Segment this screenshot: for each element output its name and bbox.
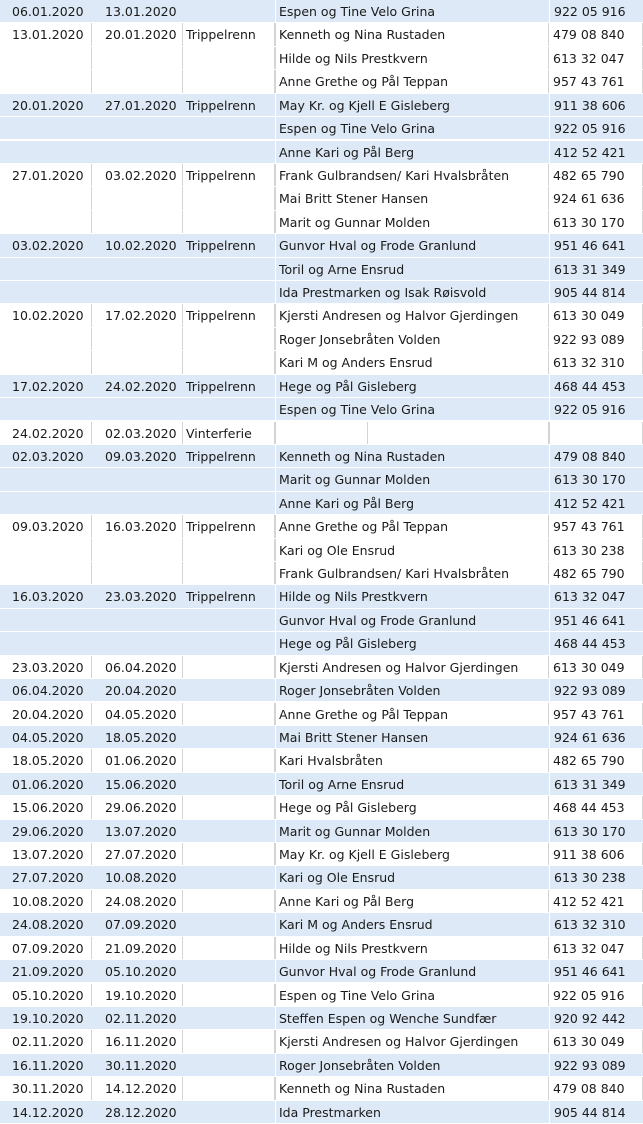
event-type-cell bbox=[183, 960, 275, 982]
start-date-cell: 16.11.2020 bbox=[12, 1057, 84, 1073]
event-type-cell bbox=[183, 984, 275, 1006]
end-date-cell bbox=[92, 70, 183, 92]
table-row bbox=[0, 1030, 643, 1053]
phone-cell: 412 52 421 bbox=[549, 890, 643, 912]
start-date-cell bbox=[0, 258, 92, 280]
phone-cell: 482 65 790 bbox=[549, 164, 643, 186]
start-date-cell: 10.02.2020 bbox=[0, 304, 92, 326]
end-date-cell: 10.08.2020 bbox=[105, 870, 177, 886]
phone-cell: 468 44 453 bbox=[549, 796, 643, 818]
end-date-cell bbox=[92, 632, 183, 654]
end-date-cell: 01.06.2020 bbox=[92, 749, 183, 771]
end-date-cell: 10.02.2020 bbox=[105, 238, 177, 254]
event-type-cell bbox=[183, 1101, 275, 1123]
phone-cell: 920 92 442 bbox=[549, 1007, 643, 1029]
phone-cell: 911 38 606 bbox=[549, 843, 643, 865]
table-row bbox=[0, 679, 643, 702]
table-row bbox=[0, 351, 643, 374]
start-date-cell: 02.11.2020 bbox=[0, 1030, 92, 1052]
name-cell: Anne Kari og Pål Berg bbox=[275, 141, 549, 163]
table-row bbox=[0, 960, 643, 983]
phone-cell: 957 43 761 bbox=[549, 515, 643, 537]
phone-cell: 613 30 170 bbox=[549, 820, 643, 842]
event-type-cell: Trippelrenn bbox=[186, 448, 256, 464]
event-type-cell bbox=[183, 656, 275, 678]
end-date-cell bbox=[92, 117, 183, 139]
phone-cell: 613 32 310 bbox=[549, 351, 643, 373]
table-row bbox=[0, 1077, 643, 1100]
end-date-cell: 13.01.2020 bbox=[105, 4, 177, 19]
end-date-cell: 24.02.2020 bbox=[105, 378, 177, 394]
table-row bbox=[0, 70, 643, 93]
name-cell: Kari og Ole Ensrud bbox=[275, 539, 549, 561]
end-date-cell: 28.12.2020 bbox=[105, 1104, 177, 1120]
name-cell: Kjersti Andresen og Halvor Gjerdingen bbox=[275, 656, 549, 678]
phone-cell: 482 65 790 bbox=[549, 562, 643, 584]
start-date-cell bbox=[0, 539, 92, 561]
end-date-cell: 13.07.2020 bbox=[105, 823, 177, 839]
start-date-cell: 15.06.2020 bbox=[0, 796, 92, 818]
start-date-cell: 04.05.2020 bbox=[12, 729, 84, 745]
phone-cell: 922 05 916 bbox=[549, 984, 643, 1006]
phone-cell: 479 08 840 bbox=[549, 23, 643, 45]
end-date-cell bbox=[92, 187, 183, 209]
end-date-cell bbox=[92, 47, 183, 69]
phone-cell bbox=[549, 422, 643, 444]
start-date-cell: 20.01.2020 bbox=[12, 97, 84, 113]
end-date-cell: 02.11.2020 bbox=[105, 1010, 177, 1026]
end-date-cell: 14.12.2020 bbox=[92, 1077, 183, 1099]
phone-cell: 613 30 238 bbox=[549, 866, 643, 888]
start-date-cell bbox=[0, 70, 92, 92]
table-row bbox=[0, 820, 643, 843]
name-cell: Anne Kari og Pål Berg bbox=[275, 890, 549, 912]
start-date-cell: 19.10.2020 bbox=[12, 1010, 84, 1026]
event-type-cell: Vinterferie bbox=[183, 422, 275, 444]
phone-cell: 613 31 349 bbox=[549, 258, 643, 280]
table-row bbox=[0, 937, 643, 960]
event-type-cell bbox=[183, 1054, 275, 1076]
start-date-cell: 20.04.2020 bbox=[0, 703, 92, 725]
end-date-cell bbox=[92, 281, 183, 303]
name-cell: Marit og Gunnar Molden bbox=[275, 211, 549, 233]
end-date-cell: 15.06.2020 bbox=[105, 776, 177, 792]
phone-cell: 922 93 089 bbox=[549, 1054, 643, 1076]
name-cell bbox=[275, 422, 549, 444]
name-cell: Anne Grethe og Pål Teppan bbox=[275, 70, 549, 92]
name-cell: Espen og Tine Velo Grina bbox=[275, 0, 549, 22]
name-cell: Ida Prestmarken og Isak Røisvold bbox=[275, 281, 549, 303]
start-date-cell bbox=[0, 632, 92, 654]
start-date-cell: 02.03.2020 bbox=[12, 448, 84, 464]
end-date-cell: 16.11.2020 bbox=[92, 1030, 183, 1052]
phone-cell: 412 52 421 bbox=[549, 141, 643, 163]
table-row bbox=[0, 843, 643, 866]
name-cell: Hege og Pål Gisleberg bbox=[275, 632, 549, 654]
name-cell: Mai Britt Stener Hansen bbox=[275, 726, 549, 748]
table-row bbox=[0, 398, 643, 421]
phone-cell: 468 44 453 bbox=[549, 375, 643, 397]
end-date-cell: 27.01.2020 bbox=[105, 97, 177, 113]
name-cell: Espen og Tine Velo Grina bbox=[275, 984, 549, 1006]
name-cell: May Kr. og Kjell E Gisleberg bbox=[275, 843, 549, 865]
phone-cell: 951 46 641 bbox=[549, 234, 643, 256]
name-cell: Hilde og Nils Prestkvern bbox=[275, 585, 549, 607]
table-row bbox=[0, 984, 643, 1007]
end-date-cell: 09.03.2020 bbox=[105, 448, 177, 464]
event-type-cell: Trippelrenn bbox=[186, 589, 256, 605]
start-date-cell: 05.10.2020 bbox=[0, 984, 92, 1006]
phone-cell: 922 05 916 bbox=[549, 398, 643, 420]
name-cell: Espen og Tine Velo Grina bbox=[275, 398, 549, 420]
phone-cell: 957 43 761 bbox=[549, 703, 643, 725]
phone-cell: 479 08 840 bbox=[549, 1077, 643, 1099]
start-date-cell bbox=[0, 141, 92, 163]
phone-cell: 613 31 349 bbox=[549, 773, 643, 795]
table-row bbox=[0, 211, 643, 234]
event-type-cell bbox=[183, 609, 275, 631]
phone-cell: 924 61 636 bbox=[549, 726, 643, 748]
start-date-cell: 30.11.2020 bbox=[0, 1077, 92, 1099]
start-date-cell: 10.08.2020 bbox=[0, 890, 92, 912]
phone-cell: 613 30 170 bbox=[549, 211, 643, 233]
start-date-cell bbox=[0, 351, 92, 373]
end-date-cell bbox=[92, 609, 183, 631]
event-type-cell: Trippelrenn bbox=[183, 23, 275, 45]
table-row bbox=[0, 585, 643, 608]
event-type-cell bbox=[183, 1030, 275, 1052]
end-date-cell bbox=[92, 351, 183, 373]
table-row bbox=[0, 304, 643, 327]
start-date-cell bbox=[0, 117, 92, 139]
event-type-cell bbox=[183, 141, 275, 163]
event-type-cell bbox=[183, 820, 275, 842]
name-cell: Toril og Arne Ensrud bbox=[275, 258, 549, 280]
name-cell: Marit og Gunnar Molden bbox=[275, 468, 549, 490]
start-date-cell: 14.12.2020 bbox=[12, 1104, 84, 1120]
table-row bbox=[0, 796, 643, 819]
table-row bbox=[0, 1054, 643, 1077]
start-date-cell: 29.06.2020 bbox=[12, 823, 84, 839]
name-cell: Steffen Espen og Wenche Sundfær bbox=[275, 1007, 549, 1029]
event-type-cell bbox=[183, 47, 275, 69]
start-date-cell bbox=[0, 281, 92, 303]
event-type-cell bbox=[183, 351, 275, 373]
name-cell: Frank Gulbrandsen/ Kari Hvalsbråten bbox=[275, 562, 549, 584]
phone-cell: 613 30 238 bbox=[549, 539, 643, 561]
phone-cell: 957 43 761 bbox=[549, 70, 643, 92]
event-type-cell bbox=[183, 1077, 275, 1099]
end-date-cell bbox=[92, 562, 183, 584]
event-type-cell bbox=[183, 937, 275, 959]
table-row bbox=[0, 375, 643, 398]
table-row bbox=[0, 773, 643, 796]
end-date-cell: 07.09.2020 bbox=[105, 917, 177, 933]
event-type-cell bbox=[183, 539, 275, 561]
table-row bbox=[0, 539, 643, 562]
name-cell: May Kr. og Kjell E Gisleberg bbox=[275, 94, 549, 116]
end-date-cell: 05.10.2020 bbox=[105, 964, 177, 980]
start-date-cell bbox=[0, 211, 92, 233]
end-date-cell: 21.09.2020 bbox=[92, 937, 183, 959]
table-row bbox=[0, 703, 643, 726]
phone-cell: 951 46 641 bbox=[549, 960, 643, 982]
start-date-cell: 06.01.2020 bbox=[12, 4, 84, 19]
end-date-cell: 04.05.2020 bbox=[92, 703, 183, 725]
event-type-cell bbox=[183, 492, 275, 514]
phone-cell: 479 08 840 bbox=[549, 445, 643, 467]
start-date-cell bbox=[0, 328, 92, 350]
phone-cell: 613 32 047 bbox=[549, 47, 643, 69]
name-cell: Roger Jonsebråten Volden bbox=[275, 328, 549, 350]
table-row bbox=[0, 117, 643, 140]
phone-cell: 922 93 089 bbox=[549, 328, 643, 350]
event-type-cell bbox=[183, 328, 275, 350]
end-date-cell: 20.01.2020 bbox=[92, 23, 183, 45]
phone-cell: 613 30 049 bbox=[549, 304, 643, 326]
name-cell: Anne Grethe og Pål Teppan bbox=[275, 515, 549, 537]
event-type-cell bbox=[183, 679, 275, 701]
start-date-cell: 17.02.2020 bbox=[12, 378, 84, 394]
end-date-cell bbox=[92, 258, 183, 280]
start-date-cell: 27.01.2020 bbox=[0, 164, 92, 186]
start-date-cell bbox=[0, 609, 92, 631]
table-row bbox=[0, 913, 643, 936]
event-type-cell bbox=[183, 632, 275, 654]
event-type-cell bbox=[183, 187, 275, 209]
start-date-cell bbox=[0, 492, 92, 514]
event-type-cell bbox=[183, 211, 275, 233]
start-date-cell bbox=[0, 468, 92, 490]
table-row bbox=[0, 515, 643, 538]
start-date-cell bbox=[0, 398, 92, 420]
start-date-cell bbox=[0, 187, 92, 209]
start-date-cell: 16.03.2020 bbox=[12, 589, 84, 605]
event-type-cell bbox=[183, 468, 275, 490]
start-date-cell: 27.07.2020 bbox=[12, 870, 84, 886]
name-cell: Toril og Arne Ensrud bbox=[275, 773, 549, 795]
table-row bbox=[0, 422, 643, 445]
phone-cell: 924 61 636 bbox=[549, 187, 643, 209]
table-row bbox=[0, 1007, 643, 1030]
phone-cell: 613 30 049 bbox=[549, 656, 643, 678]
name-cell: Anne Grethe og Pål Teppan bbox=[275, 703, 549, 725]
phone-cell: 922 05 916 bbox=[549, 0, 643, 22]
table-row bbox=[0, 23, 643, 46]
name-cell: Roger Jonsebråten Volden bbox=[275, 679, 549, 701]
event-type-cell: Trippelrenn bbox=[183, 304, 275, 326]
table-row bbox=[0, 164, 643, 187]
name-cell: Kjersti Andresen og Halvor Gjerdingen bbox=[275, 1030, 549, 1052]
end-date-cell bbox=[92, 328, 183, 350]
table-row bbox=[0, 234, 643, 257]
end-date-cell bbox=[92, 468, 183, 490]
start-date-cell: 24.08.2020 bbox=[12, 917, 84, 933]
table-row bbox=[0, 609, 643, 632]
name-cell: Gunvor Hval og Frode Granlund bbox=[275, 234, 549, 256]
end-date-cell: 24.08.2020 bbox=[92, 890, 183, 912]
end-date-cell bbox=[92, 398, 183, 420]
table-row bbox=[0, 656, 643, 679]
start-date-cell bbox=[0, 562, 92, 584]
name-cell: Mai Britt Stener Hansen bbox=[275, 187, 549, 209]
phone-cell: 613 32 047 bbox=[549, 585, 643, 607]
end-date-cell: 20.04.2020 bbox=[105, 683, 177, 699]
start-date-cell: 01.06.2020 bbox=[12, 776, 84, 792]
table-row bbox=[0, 866, 643, 889]
event-type-cell bbox=[183, 281, 275, 303]
end-date-cell: 16.03.2020 bbox=[92, 515, 183, 537]
end-date-cell: 27.07.2020 bbox=[92, 843, 183, 865]
table-row bbox=[0, 47, 643, 70]
start-date-cell: 07.09.2020 bbox=[0, 937, 92, 959]
name-cell: Hege og Pål Gisleberg bbox=[275, 375, 549, 397]
table-row bbox=[0, 94, 643, 117]
end-date-cell bbox=[92, 141, 183, 163]
end-date-cell: 02.03.2020 bbox=[92, 422, 183, 444]
name-cell: Anne Kari og Pål Berg bbox=[275, 492, 549, 514]
name-cell: Marit og Gunnar Molden bbox=[275, 820, 549, 842]
table-row bbox=[0, 0, 643, 23]
name-cell: Gunvor Hval og Frode Granlund bbox=[275, 960, 549, 982]
name-cell: Kenneth og Nina Rustaden bbox=[275, 23, 549, 45]
name-cell: Gunvor Hval og Frode Granlund bbox=[275, 609, 549, 631]
end-date-cell: 17.02.2020 bbox=[92, 304, 183, 326]
table-row bbox=[0, 141, 643, 164]
start-date-cell: 23.03.2020 bbox=[0, 656, 92, 678]
end-date-cell: 29.06.2020 bbox=[92, 796, 183, 818]
phone-cell: 922 93 089 bbox=[549, 679, 643, 701]
event-type-cell bbox=[183, 749, 275, 771]
table-row bbox=[0, 281, 643, 304]
event-type-cell bbox=[183, 866, 275, 888]
event-type-cell bbox=[183, 70, 275, 92]
name-cell: Kari Hvalsbråten bbox=[275, 749, 549, 771]
event-type-cell bbox=[183, 890, 275, 912]
phone-cell: 951 46 641 bbox=[549, 609, 643, 631]
event-type-cell bbox=[183, 773, 275, 795]
end-date-cell: 03.02.2020 bbox=[92, 164, 183, 186]
end-date-cell: 06.04.2020 bbox=[92, 656, 183, 678]
name-cell: Espen og Tine Velo Grina bbox=[275, 117, 549, 139]
table-row bbox=[0, 562, 643, 585]
phone-cell: 905 44 814 bbox=[549, 1101, 643, 1123]
event-type-cell bbox=[183, 1007, 275, 1029]
table-row bbox=[0, 890, 643, 913]
event-type-cell: Trippelrenn bbox=[186, 238, 256, 254]
event-type-cell: Trippelrenn bbox=[183, 164, 275, 186]
end-date-cell: 23.03.2020 bbox=[105, 589, 177, 605]
name-cell: Kari M og Anders Ensrud bbox=[275, 913, 549, 935]
end-date-cell: 18.05.2020 bbox=[105, 729, 177, 745]
start-date-cell: 03.02.2020 bbox=[12, 238, 84, 254]
event-type-cell bbox=[183, 726, 275, 748]
name-cell: Hilde og Nils Prestkvern bbox=[275, 937, 549, 959]
event-type-cell bbox=[183, 398, 275, 420]
end-date-cell: 19.10.2020 bbox=[92, 984, 183, 1006]
end-date-cell: 30.11.2020 bbox=[105, 1057, 177, 1073]
table-row bbox=[0, 1101, 643, 1124]
phone-cell: 911 38 606 bbox=[549, 94, 643, 116]
table-row bbox=[0, 726, 643, 749]
event-type-cell: Trippelrenn bbox=[186, 378, 256, 394]
phone-cell: 922 05 916 bbox=[549, 117, 643, 139]
table-row bbox=[0, 468, 643, 491]
name-cell: Hilde og Nils Prestkvern bbox=[275, 47, 549, 69]
start-date-cell: 18.05.2020 bbox=[0, 749, 92, 771]
name-cell: Kenneth og Nina Rustaden bbox=[275, 445, 549, 467]
phone-cell: 412 52 421 bbox=[549, 492, 643, 514]
table-row bbox=[0, 492, 643, 515]
name-cell: Hege og Pål Gisleberg bbox=[275, 796, 549, 818]
event-type-cell: Trippelrenn bbox=[186, 97, 256, 113]
event-type-cell bbox=[183, 258, 275, 280]
table-row bbox=[0, 258, 643, 281]
event-type-cell bbox=[183, 796, 275, 818]
name-cell: Kari og Ole Ensrud bbox=[275, 866, 549, 888]
table-row bbox=[0, 749, 643, 772]
table-row bbox=[0, 445, 643, 468]
table-row bbox=[0, 632, 643, 655]
start-date-cell: 21.09.2020 bbox=[12, 964, 84, 980]
phone-cell: 613 30 170 bbox=[549, 468, 643, 490]
end-date-cell bbox=[92, 211, 183, 233]
end-date-cell bbox=[92, 492, 183, 514]
start-date-cell bbox=[0, 47, 92, 69]
phone-cell: 468 44 453 bbox=[549, 632, 643, 654]
phone-cell: 905 44 814 bbox=[549, 281, 643, 303]
name-cell: Frank Gulbrandsen/ Kari Hvalsbråten bbox=[275, 164, 549, 186]
start-date-cell: 06.04.2020 bbox=[12, 683, 84, 699]
start-date-cell: 13.01.2020 bbox=[0, 23, 92, 45]
phone-cell: 613 32 310 bbox=[549, 913, 643, 935]
event-type-cell bbox=[183, 562, 275, 584]
event-type-cell bbox=[183, 843, 275, 865]
event-type-cell bbox=[183, 0, 275, 22]
phone-cell: 482 65 790 bbox=[549, 749, 643, 771]
table-row bbox=[0, 187, 643, 210]
end-date-cell bbox=[92, 539, 183, 561]
name-cell: Kari M og Anders Ensrud bbox=[275, 351, 549, 373]
start-date-cell: 09.03.2020 bbox=[0, 515, 92, 537]
phone-cell: 613 30 049 bbox=[549, 1030, 643, 1052]
event-type-cell bbox=[183, 117, 275, 139]
start-date-cell: 24.02.2020 bbox=[0, 422, 92, 444]
name-cell: Kjersti Andresen og Halvor Gjerdingen bbox=[275, 304, 549, 326]
event-type-cell bbox=[183, 703, 275, 725]
name-cell: Ida Prestmarken bbox=[275, 1101, 549, 1123]
start-date-cell: 13.07.2020 bbox=[0, 843, 92, 865]
name-cell: Kenneth og Nina Rustaden bbox=[275, 1077, 549, 1099]
event-type-cell bbox=[183, 913, 275, 935]
event-type-cell: Trippelrenn bbox=[183, 515, 275, 537]
name-cell: Roger Jonsebråten Volden bbox=[275, 1054, 549, 1076]
table-row bbox=[0, 328, 643, 351]
phone-cell: 613 32 047 bbox=[549, 937, 643, 959]
